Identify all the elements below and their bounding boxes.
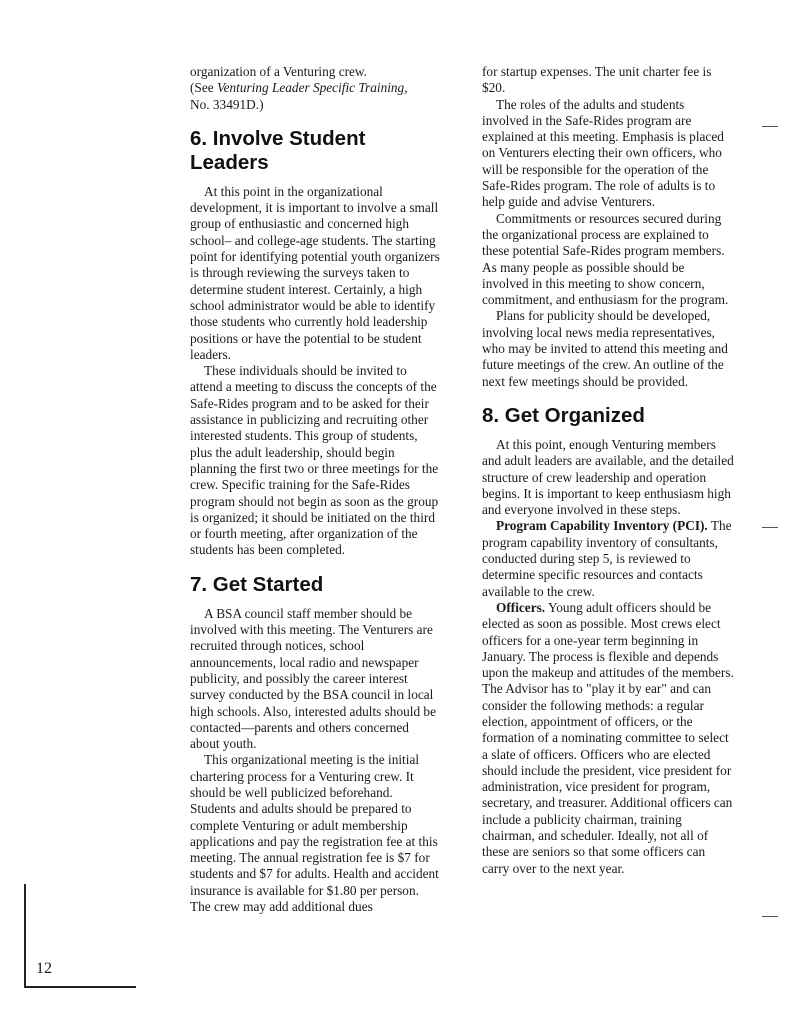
section-7-paragraph-2: This organizational meeting is the initial chartering process for a Venturing crew. It should be well publicized beforehand. Students and adults should be prepared to complete Venturing or adult membership applications and pay the registration fee at this meeting. The annual registration fee is $7 for students and $7 for adults. Health and accident insurance is available for $1.80 per person. The crew may add additional dues bbox=[190, 752, 439, 915]
margin-tick-mark bbox=[762, 916, 778, 917]
section-6-paragraph-1: At this point in the organizational development, it is important to involve a small group of enthusiastic and concerned high school– and college-age students. The starting point for identifying potential youth organizers is through reviewing the surveys taken to determine student interest. Certainly, a high school administrator would be able to identify those students who currently hold leadership positions or have the potential to be student leaders. bbox=[190, 183, 440, 362]
section-7-heading: 7. Get Started bbox=[190, 572, 324, 596]
reference-number: No. 33491D.) bbox=[190, 96, 264, 112]
intro-see-text: (See bbox=[190, 80, 217, 96]
reference-title: Venturing Leader Specific Training, bbox=[216, 80, 408, 96]
section-8-paragraph-1: At this point, enough Venturing members and adult leaders are available, and the detailed structure of crew leadership and operation begins. It is important to keep enthusiasm high and everyone involved in these steps. bbox=[482, 436, 734, 518]
intro-line: organization of a Venturing crew. bbox=[190, 64, 367, 79]
commitments-paragraph: Commitments or resources secured during the organizational process are explained to these potential Safe-Rides program members. As many people as possible should be involved in this meeting to show concern, commitment, and enthusiasm for the program. bbox=[482, 210, 729, 308]
publicity-paragraph: Plans for publicity should be developed, involving local news media representatives, who may be invited to attend this meeting and future meetings of the crew. An outline of the next few meetings should be provided. bbox=[482, 308, 728, 389]
page-edge-line bbox=[24, 986, 136, 988]
intro-paragraph bbox=[190, 64, 440, 113]
officers-label: Officers. bbox=[496, 599, 546, 615]
margin-tick-mark bbox=[762, 527, 778, 528]
right-column bbox=[482, 64, 734, 877]
section-8-heading: 8. Get Organized bbox=[482, 403, 645, 427]
left-column bbox=[190, 64, 440, 915]
section-7-paragraph-1: A BSA council staff member should be involved with this meeting. The Venturers are recruited through notices, school announcements, local radio and newspaper publicity, and possibly the career interest survey conducted by the BSA council in local high schools. Also, interested adults should be contacted—parents and others concerned about youth. bbox=[190, 605, 436, 752]
section-6-heading: 6. Involve Student Leaders bbox=[190, 126, 366, 174]
margin-tick-mark bbox=[762, 126, 778, 127]
roles-paragraph: The roles of the adults and students involved in the Safe-Rides program are explained at this meeting. Emphasis is placed on Venturers electing their own officers, who will be responsible for the operation of the Safe-Rides program. The role of adults is to help guide and advise Venturers. bbox=[482, 96, 724, 210]
pci-paragraph bbox=[482, 518, 734, 599]
pci-label: Program Capability Inventory (PCI). bbox=[496, 518, 708, 534]
pci-text: The program capability inventory of consultants, conducted during step 5, is reviewed to determine specific resources and contacts available to the crew. bbox=[482, 518, 732, 599]
officers-text: Young adult officers should be elected as soon as possible. Most crews elect officers for a one-year term beginning in January. The process is flexible and depends upon the makeup and attitudes of the members. The Advisor has to "play it by ear" and can consider the following methods: a regular election, appointment of officers, or the formation of a nominating committee to select a slate of officers. Officers who are elected should include the president, vice president for administration, vice president for program, secretary, and treasurer. Additional officers can include a publicity chairman, training chairman, and scheduler. Ideally, not all of these are seniors so that some officers can carry over to the next year. bbox=[482, 599, 734, 876]
continued-paragraph: for startup expenses. The unit charter fee is $20. bbox=[482, 64, 712, 96]
officers-paragraph bbox=[482, 600, 734, 877]
page-number: 12 bbox=[36, 960, 52, 977]
page-edge-line bbox=[24, 884, 26, 988]
section-6-paragraph-2: These individuals should be invited to attend a meeting to discuss the concepts of the Safe-Rides program and to be asked for their assistance in publicizing and recruiting other interested students. This group of students, plus the adult leadership, should begin planning the first two or three meetings for the crew. Specific training for the Safe-Rides program should not begin as soon as the group is organized; it should be initiated on the third or fourth meeting, after organization of the students has been completed. bbox=[190, 363, 439, 558]
